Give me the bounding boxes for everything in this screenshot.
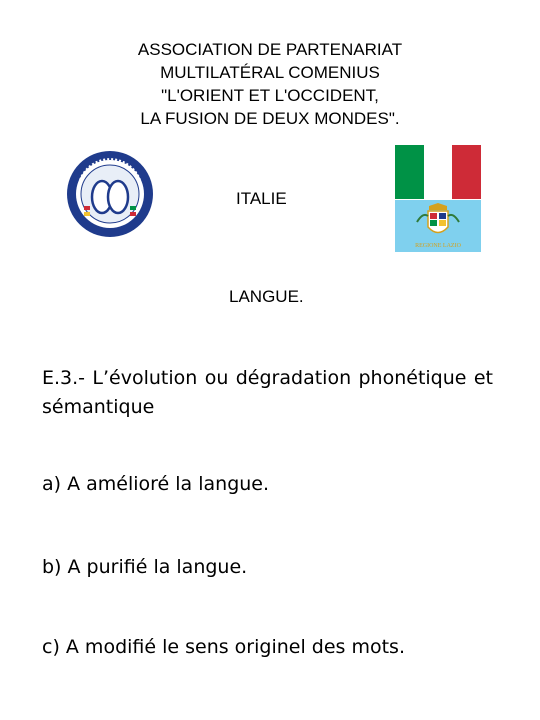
answer-option-c: c) A modifié le sens originel des mots.	[42, 636, 405, 658]
answer-option-a: a) A amélioré la langue.	[42, 473, 270, 495]
document-title	[0, 38, 540, 130]
exercise-question: E.3.- L’évolution ou dégradation phonétique et sémantique	[42, 367, 493, 418]
italian-flag-icon	[395, 145, 481, 199]
title-line: ASSOCIATION DE PARTENARIAT	[137, 40, 403, 59]
comenius-association-emblem-icon	[66, 150, 154, 238]
region-flag-label: REGIONE LAZIO	[415, 243, 461, 249]
lazio-region-flag-icon	[395, 200, 481, 252]
title-line: MULTILATÉRAL COMENIUS	[160, 63, 380, 82]
title-line: LA FUSION DE DEUX MONDES".	[140, 109, 400, 128]
title-line: "L'ORIENT ET L'OCCIDENT,	[161, 86, 379, 105]
section-heading: LANGUE.	[229, 287, 304, 306]
country-label: ITALIE	[236, 189, 287, 208]
answer-option-b: b) A purifié la langue.	[42, 556, 248, 578]
